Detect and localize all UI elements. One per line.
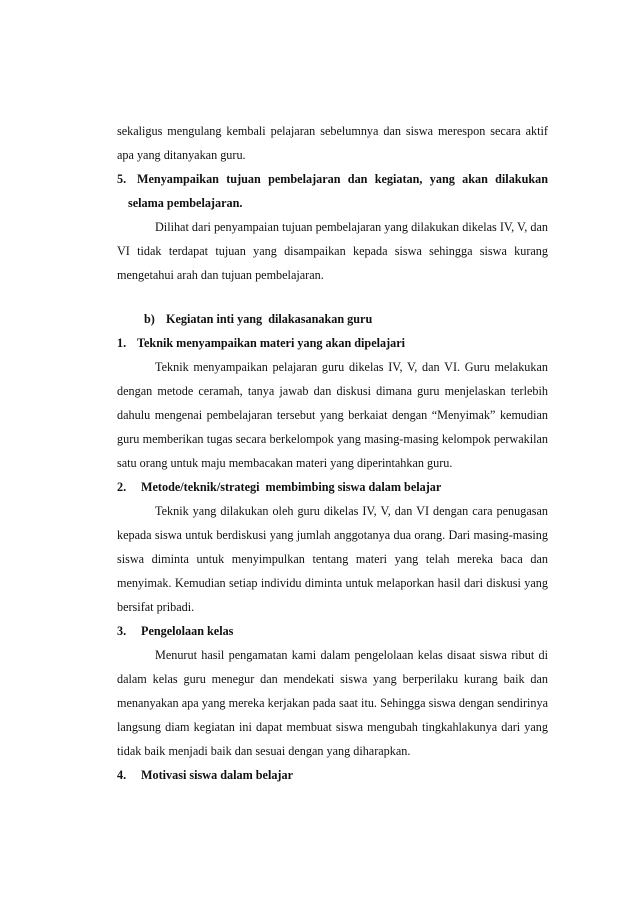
continuation-paragraph: sekaligus mengulang kembali pelajaran sebelumnya dan siswa merespon secara aktif apa yang ditanyakan guru. <box>117 124 548 162</box>
item-5-title-line1: Menyampaikan tujuan pembelajaran dan kegiatan, yang akan dilakukan <box>137 172 548 186</box>
section-b-title: Kegiatan inti yang dilakasanakan guru <box>166 312 373 326</box>
item-1-heading <box>117 331 548 355</box>
section-b-heading <box>117 307 548 331</box>
item-5-number: 5. <box>117 172 127 186</box>
item-5-body: Dilihat dari penyampaian tujuan pembelajaran yang dilakukan dikelas IV, V, dan VI tidak terdapat tujuan yang disampaikan kepada siswa sehingga siswa kurang mengetahui arah dan tujuan pembelajaran. <box>117 220 548 282</box>
section-b-marker: b) <box>144 312 155 326</box>
item-2-body: Teknik yang dilakukan oleh guru dikelas IV, V, dan VI dengan cara penugasan kepada siswa untuk berdiskusi yang jumlah anggotanya dua orang. Dari masing-masing siswa diminta untuk menyimpulkan tentang materi yang telah mereka baca dan menyimak. Kemudian setiap individu diminta untuk melaporkan hasil dari diskusi yang bersifat pribadi. <box>117 504 548 614</box>
item-3-heading <box>117 619 548 643</box>
item-2-number: 2. <box>117 480 127 494</box>
item-4-number: 4. <box>117 768 127 782</box>
item-2-heading <box>117 475 548 499</box>
item-3-body: Menurut hasil pengamatan kami dalam pengelolaan kelas disaat siswa ribut di dalam kelas guru menegur dan mendekati siswa yang berperilaku kurang baik dan menanyakan apa yang mereka kerjakan pada saat itu. Sehingga siswa dengan sendirinya langsung diam kegiatan ini dapat membuat siswa mengubah tingkahlakunya dari yang tidak baik menjadi baik dan sesuai dengan yang diharapkan. <box>117 648 548 758</box>
item-1-title: Teknik menyampaikan materi yang akan dipelajari <box>137 336 406 350</box>
item-1-body: Teknik menyampaikan pelajaran guru dikelas IV, V, dan VI. Guru melakukan dengan metode ceramah, tanya jawab dan diskusi dimana guru menjelaskan terlebih dahulu mengenai pembelajaran tersebut yang berkaiat dengan “Menyimak” kemudian guru memberikan tugas secara berkelompok yang masing-masing kelompok perwakilan satu orang untuk maju membacakan materi yang diperintahkan guru. <box>117 360 548 470</box>
item-1-number: 1. <box>117 336 127 350</box>
spacer <box>117 287 548 307</box>
item-2-title: Metode/teknik/strategi membimbing siswa dalam belajar <box>141 480 442 494</box>
document-page <box>117 119 548 787</box>
item-5-heading-cont: selama pembelajaran. <box>128 196 243 210</box>
item-4-heading <box>117 763 548 787</box>
item-4-title: Motivasi siswa dalam belajar <box>141 768 293 782</box>
item-3-title: Pengelolaan kelas <box>141 624 234 638</box>
item-3-number: 3. <box>117 624 127 638</box>
item-5-heading <box>117 167 548 191</box>
